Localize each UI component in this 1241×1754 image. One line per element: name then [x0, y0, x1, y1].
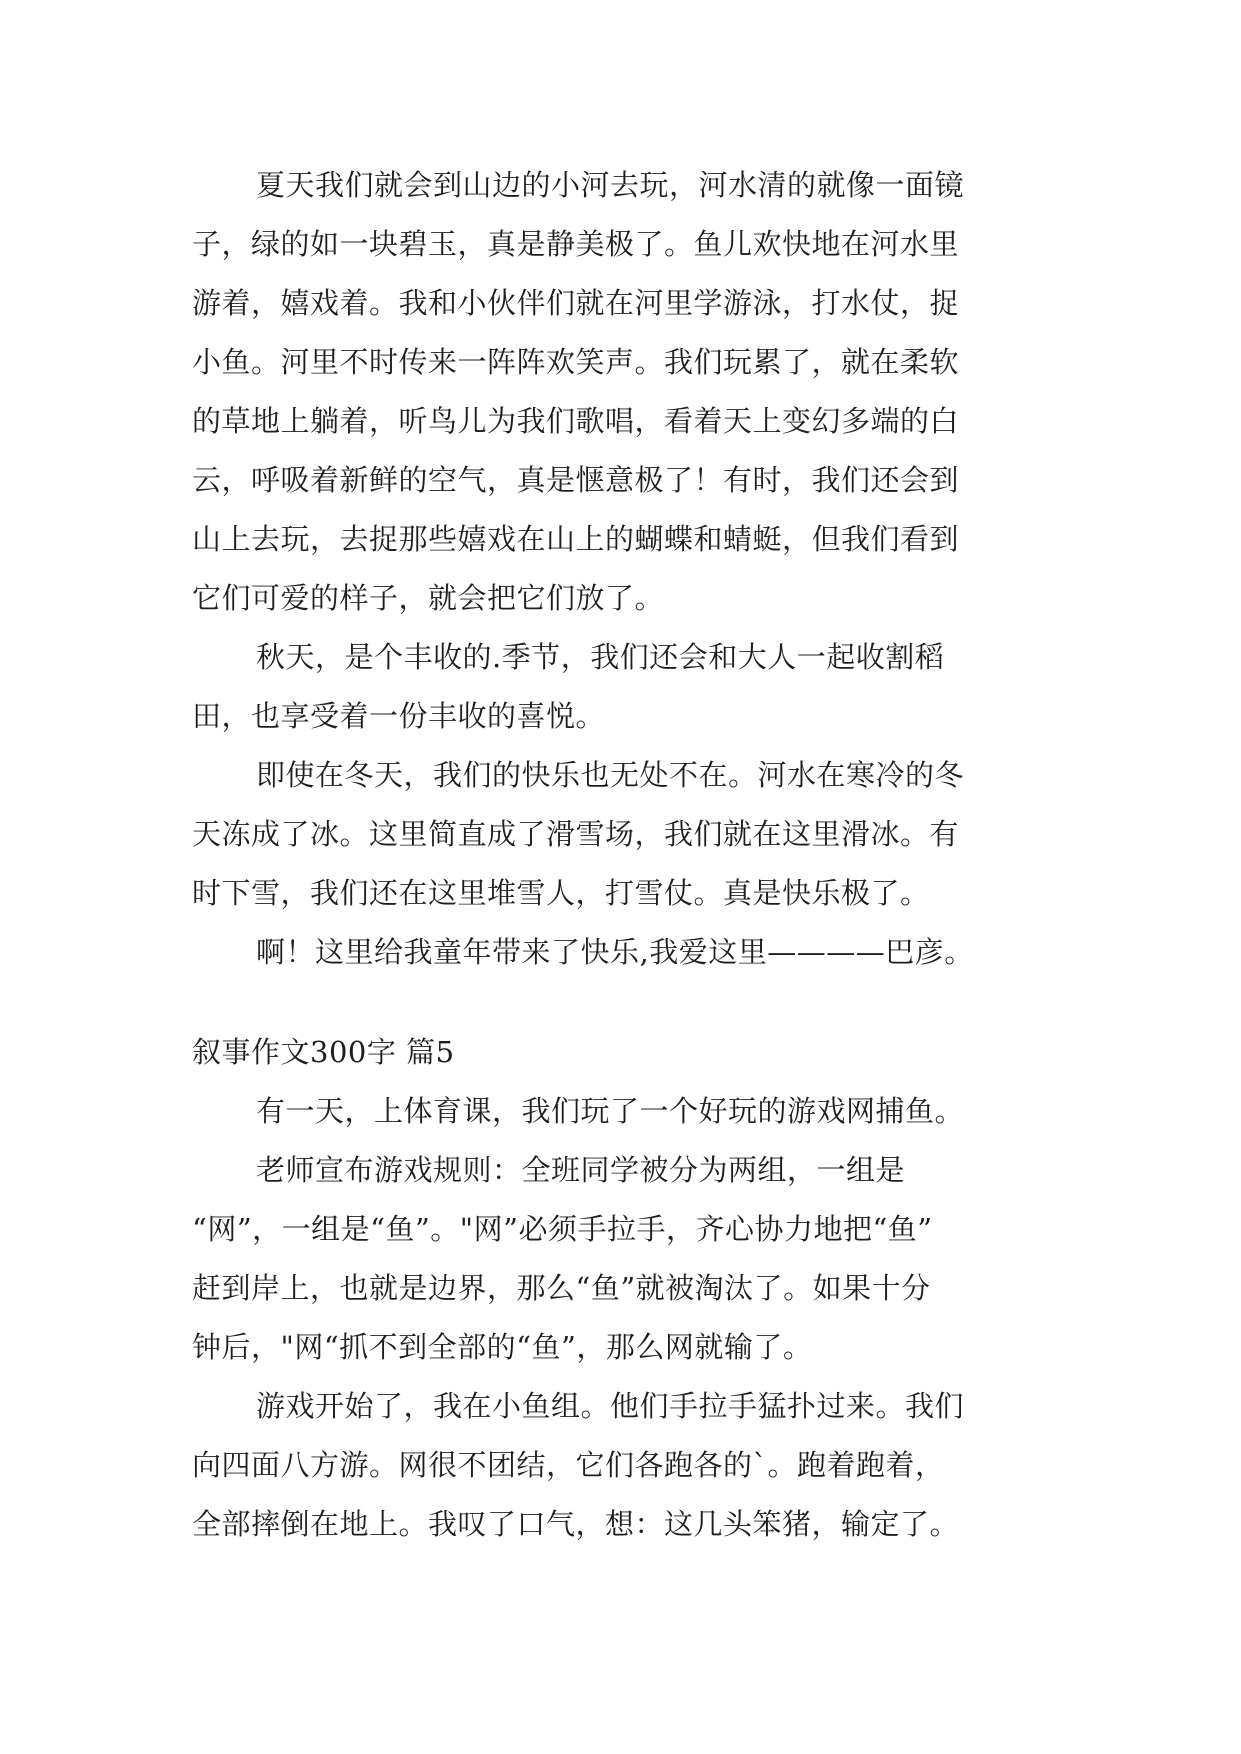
text-line: 它们可爱的样子，就会把它们放了。 [192, 581, 665, 615]
text-line: 时下雪，我们还在这里堆雪人，打雪仗。真是快乐极了。 [192, 876, 930, 910]
text-line: 有一天，上体育课，我们玩了一个好玩的游戏网捕鱼。 [256, 1094, 965, 1128]
text-line: “网”，一组是“鱼”。"网”必须手拉手，齐心协力地把“鱼” [192, 1212, 933, 1246]
text-line: 天冻成了冰。这里简直成了滑雪场，我们就在这里滑冰。有 [192, 817, 960, 851]
text-line: 山上去玩，去捉那些嬉戏在山上的蝴蝶和蜻蜓，但我们看到 [192, 522, 960, 556]
text-line: 游戏开始了，我在小鱼组。他们手拉手猛扑过来。我们 [256, 1389, 965, 1423]
text-line: 游着，嬉戏着。我和小伙伴们就在河里学游泳，打水仗，捉 [192, 286, 960, 320]
text-line: 老师宣布游戏规则：全班同学被分为两组，一组是 [256, 1153, 906, 1187]
text-line: 的草地上躺着，听鸟儿为我们歌唱，看着天上变幻多端的白 [192, 404, 960, 438]
text-line: 田，也享受着一份丰收的喜悦。 [192, 699, 606, 733]
text-line: 小鱼。河里不时传来一阵阵欢笑声。我们玩累了，就在柔软 [192, 345, 960, 379]
section-heading: 叙事作文300字 篇5 [192, 1035, 455, 1069]
text-line: 即使在冬天，我们的快乐也无处不在。河水在寒冷的冬 [256, 758, 965, 792]
text-line: 秋天，是个丰收的.季节，我们还会和大人一起收割稻 [256, 640, 945, 674]
text-line: 云，呼吸着新鲜的空气，真是惬意极了！有时，我们还会到 [192, 463, 960, 497]
text-line: 赶到岸上，也就是边界，那么“鱼”就被淘汰了。如果十分 [192, 1271, 931, 1305]
text-line: 钟后，"网“抓不到全部的“鱼”，那么网就输了。 [192, 1330, 813, 1364]
text-line: 子，绿的如一块碧玉，真是静美极了。鱼儿欢快地在河水里 [192, 227, 960, 261]
text-line: 向四面八方游。网很不团结，它们各跑各的`。跑着跑着， [192, 1448, 945, 1482]
text-line: 夏天我们就会到山边的小河去玩，河水清的就像一面镜 [256, 168, 965, 202]
text-line: 全部摔倒在地上。我叹了口气，想：这几头笨猪，输定了。 [192, 1507, 960, 1541]
text-line: 啊！这里给我童年带来了快乐,我爱这里————巴彦。 [256, 935, 974, 969]
